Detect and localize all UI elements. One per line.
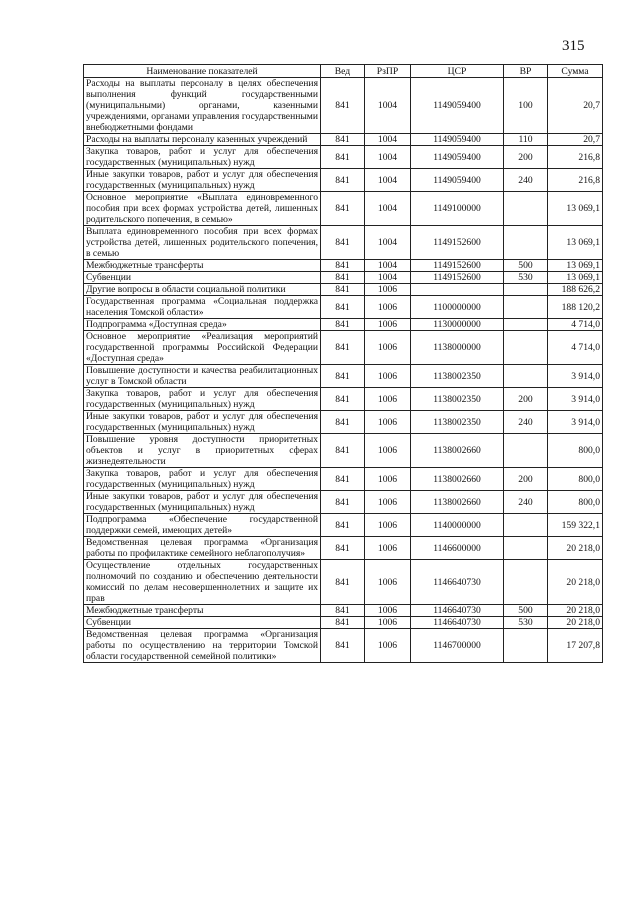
cell-ved: 841 — [321, 319, 365, 331]
table-row — [84, 629, 603, 663]
cell-name: Повышение уровня доступности приоритетных объектов и услуг в приоритетных сферах жизнедеятельности — [84, 434, 321, 468]
cell-name: Осуществление отдельных государственных полномочий по созданию и обеспечению деятельности комиссий по делам несовершеннолетних и защите их прав — [84, 560, 321, 605]
cell-vr — [504, 365, 548, 388]
table-row — [84, 134, 603, 146]
cell-csr: 1149059400 — [411, 146, 504, 169]
cell-vr — [504, 192, 548, 226]
cell-vr — [504, 537, 548, 560]
cell-name: Субвенции — [84, 272, 321, 284]
cell-name: Подпрограмма «Обеспечение государственной поддержки семей, имеющих детей» — [84, 514, 321, 537]
cell-name: Выплата единовременного пособия при всех формах устройства детей, лишенных родительского попечения, в семью — [84, 226, 321, 260]
table-row — [84, 468, 603, 491]
cell-rzpr: 1006 — [365, 434, 411, 468]
table-row — [84, 296, 603, 319]
cell-name: Расходы на выплаты персоналу казенных учреждений — [84, 134, 321, 146]
cell-csr: 1149152600 — [411, 272, 504, 284]
cell-name: Другие вопросы в области социальной политики — [84, 284, 321, 296]
table-row — [84, 617, 603, 629]
cell-name: Повышение доступности и качества реабилитационных услуг в Томской области — [84, 365, 321, 388]
cell-vr: 240 — [504, 411, 548, 434]
cell-csr: 1146600000 — [411, 537, 504, 560]
table-row — [84, 272, 603, 284]
cell-name: Иные закупки товаров, работ и услуг для обеспечения государственных (муниципальных) нужд — [84, 411, 321, 434]
table-row — [84, 78, 603, 134]
cell-sum: 800,0 — [548, 491, 603, 514]
cell-name: Закупка товаров, работ и услуг для обеспечения государственных (муниципальных) нужд — [84, 146, 321, 169]
cell-csr: 1149059400 — [411, 78, 504, 134]
cell-name: Межбюджетные трансферты — [84, 605, 321, 617]
cell-ved: 841 — [321, 78, 365, 134]
cell-rzpr: 1006 — [365, 537, 411, 560]
cell-ved: 841 — [321, 134, 365, 146]
cell-sum: 3 914,0 — [548, 411, 603, 434]
cell-rzpr: 1004 — [365, 272, 411, 284]
cell-ved: 841 — [321, 560, 365, 605]
cell-vr — [504, 296, 548, 319]
cell-rzpr: 1004 — [365, 78, 411, 134]
page-number: 315 — [562, 38, 585, 54]
cell-rzpr: 1006 — [365, 284, 411, 296]
budget-table — [83, 64, 603, 663]
cell-vr: 500 — [504, 605, 548, 617]
cell-sum: 4 714,0 — [548, 319, 603, 331]
cell-vr: 530 — [504, 272, 548, 284]
cell-sum: 20,7 — [548, 134, 603, 146]
cell-name: Государственная программа «Социальная поддержка населения Томской области» — [84, 296, 321, 319]
cell-rzpr: 1006 — [365, 491, 411, 514]
cell-vr: 500 — [504, 260, 548, 272]
table-row — [84, 192, 603, 226]
cell-csr: 1138002660 — [411, 434, 504, 468]
cell-rzpr: 1006 — [365, 319, 411, 331]
cell-vr — [504, 629, 548, 663]
cell-rzpr: 1004 — [365, 192, 411, 226]
table-row — [84, 319, 603, 331]
table-row — [84, 169, 603, 192]
table-row — [84, 605, 603, 617]
cell-rzpr: 1006 — [365, 617, 411, 629]
cell-rzpr: 1006 — [365, 514, 411, 537]
cell-ved: 841 — [321, 192, 365, 226]
cell-vr — [504, 514, 548, 537]
cell-rzpr: 1004 — [365, 134, 411, 146]
cell-name: Субвенции — [84, 617, 321, 629]
cell-ved: 841 — [321, 365, 365, 388]
cell-rzpr: 1004 — [365, 260, 411, 272]
cell-sum: 800,0 — [548, 468, 603, 491]
cell-sum: 216,8 — [548, 169, 603, 192]
cell-csr: 1130000000 — [411, 319, 504, 331]
cell-ved: 841 — [321, 514, 365, 537]
cell-sum: 20 218,0 — [548, 560, 603, 605]
table-row — [84, 411, 603, 434]
cell-ved: 841 — [321, 260, 365, 272]
cell-csr: 1146640730 — [411, 605, 504, 617]
cell-rzpr: 1006 — [365, 411, 411, 434]
cell-csr — [411, 284, 504, 296]
cell-csr: 1149152600 — [411, 226, 504, 260]
cell-sum: 13 069,1 — [548, 192, 603, 226]
cell-vr: 200 — [504, 468, 548, 491]
cell-csr: 1146640730 — [411, 617, 504, 629]
table-row — [84, 514, 603, 537]
cell-vr — [504, 319, 548, 331]
cell-rzpr: 1006 — [365, 388, 411, 411]
cell-sum: 3 914,0 — [548, 365, 603, 388]
cell-sum: 800,0 — [548, 434, 603, 468]
cell-name: Подпрограмма «Доступная среда» — [84, 319, 321, 331]
cell-vr — [504, 226, 548, 260]
cell-ved: 841 — [321, 434, 365, 468]
cell-vr: 530 — [504, 617, 548, 629]
cell-sum: 3 914,0 — [548, 388, 603, 411]
cell-name: Ведомственная целевая программа «Организация работы по профилактике семейного неблагополучия» — [84, 537, 321, 560]
cell-csr: 1138002660 — [411, 491, 504, 514]
cell-name: Иные закупки товаров, работ и услуг для обеспечения государственных (муниципальных) нужд — [84, 491, 321, 514]
cell-vr — [504, 434, 548, 468]
table-row — [84, 434, 603, 468]
cell-csr: 1149100000 — [411, 192, 504, 226]
table-row — [84, 537, 603, 560]
cell-csr: 1138000000 — [411, 331, 504, 365]
cell-ved: 841 — [321, 491, 365, 514]
cell-ved: 841 — [321, 331, 365, 365]
cell-name: Ведомственная целевая программа «Организация работы по осуществлению на территории Томской области государственной семейной политики» — [84, 629, 321, 663]
cell-ved: 841 — [321, 226, 365, 260]
table-row — [84, 226, 603, 260]
cell-sum: 4 714,0 — [548, 331, 603, 365]
cell-vr — [504, 331, 548, 365]
cell-ved: 841 — [321, 146, 365, 169]
header-name: Наименование показателей — [84, 65, 321, 78]
cell-vr: 100 — [504, 78, 548, 134]
cell-ved: 841 — [321, 629, 365, 663]
cell-name: Основное мероприятие «Выплата единовременного пособия при всех формах устройства детей, лишенных родительского попечения, в семью» — [84, 192, 321, 226]
cell-name: Закупка товаров, работ и услуг для обеспечения государственных (муниципальных) нужд — [84, 388, 321, 411]
cell-rzpr: 1004 — [365, 226, 411, 260]
table-header-row — [84, 65, 603, 78]
table-row — [84, 146, 603, 169]
cell-sum: 13 069,1 — [548, 272, 603, 284]
table-row — [84, 365, 603, 388]
cell-vr: 240 — [504, 491, 548, 514]
cell-vr: 240 — [504, 169, 548, 192]
cell-ved: 841 — [321, 605, 365, 617]
table-row — [84, 260, 603, 272]
cell-ved: 841 — [321, 537, 365, 560]
table-row — [84, 331, 603, 365]
cell-rzpr: 1004 — [365, 169, 411, 192]
cell-ved: 841 — [321, 388, 365, 411]
cell-ved: 841 — [321, 468, 365, 491]
cell-rzpr: 1006 — [365, 296, 411, 319]
cell-rzpr: 1006 — [365, 560, 411, 605]
cell-ved: 841 — [321, 296, 365, 319]
cell-rzpr: 1006 — [365, 365, 411, 388]
cell-sum: 20 218,0 — [548, 605, 603, 617]
cell-csr: 1149059400 — [411, 169, 504, 192]
cell-ved: 841 — [321, 411, 365, 434]
cell-rzpr: 1006 — [365, 629, 411, 663]
cell-vr — [504, 284, 548, 296]
cell-sum: 216,8 — [548, 146, 603, 169]
cell-rzpr: 1006 — [365, 605, 411, 617]
table-row — [84, 388, 603, 411]
cell-rzpr: 1006 — [365, 468, 411, 491]
cell-csr: 1138002660 — [411, 468, 504, 491]
cell-sum: 20 218,0 — [548, 537, 603, 560]
cell-ved: 841 — [321, 284, 365, 296]
table-body — [84, 78, 603, 663]
table-row — [84, 560, 603, 605]
cell-name: Основное мероприятие «Реализация мероприятий государственной программы Российской Федерации «Доступная среда» — [84, 331, 321, 365]
table-row — [84, 491, 603, 514]
header-ved: Вед — [321, 65, 365, 78]
cell-csr: 1149059400 — [411, 134, 504, 146]
cell-name: Закупка товаров, работ и услуг для обеспечения государственных (муниципальных) нужд — [84, 468, 321, 491]
cell-ved: 841 — [321, 617, 365, 629]
cell-ved: 841 — [321, 272, 365, 284]
cell-name: Межбюджетные трансферты — [84, 260, 321, 272]
cell-csr: 1140000000 — [411, 514, 504, 537]
cell-sum: 17 207,8 — [548, 629, 603, 663]
cell-csr: 1149152600 — [411, 260, 504, 272]
cell-csr: 1146700000 — [411, 629, 504, 663]
cell-ved: 841 — [321, 169, 365, 192]
cell-csr: 1138002350 — [411, 411, 504, 434]
cell-vr: 200 — [504, 146, 548, 169]
cell-csr: 1100000000 — [411, 296, 504, 319]
header-rzpr: РзПР — [365, 65, 411, 78]
cell-sum: 20 218,0 — [548, 617, 603, 629]
cell-vr: 200 — [504, 388, 548, 411]
cell-rzpr: 1006 — [365, 331, 411, 365]
cell-sum: 188 626,2 — [548, 284, 603, 296]
cell-name: Расходы на выплаты персоналу в целях обеспечения выполнения функций государственными (муниципальными) органами, казенными учреждениями, органами управления государственными внебюджетными фондами — [84, 78, 321, 134]
cell-vr: 110 — [504, 134, 548, 146]
cell-rzpr: 1004 — [365, 146, 411, 169]
cell-sum: 13 069,1 — [548, 226, 603, 260]
header-csr: ЦСР — [411, 65, 504, 78]
cell-name: Иные закупки товаров, работ и услуг для обеспечения государственных (муниципальных) нужд — [84, 169, 321, 192]
cell-vr — [504, 560, 548, 605]
cell-csr: 1138002350 — [411, 365, 504, 388]
cell-csr: 1138002350 — [411, 388, 504, 411]
cell-sum: 13 069,1 — [548, 260, 603, 272]
cell-sum: 20,7 — [548, 78, 603, 134]
cell-csr: 1146640730 — [411, 560, 504, 605]
header-sum: Сумма — [548, 65, 603, 78]
table-row — [84, 284, 603, 296]
cell-sum: 159 322,1 — [548, 514, 603, 537]
cell-sum: 188 120,2 — [548, 296, 603, 319]
header-vr: ВР — [504, 65, 548, 78]
